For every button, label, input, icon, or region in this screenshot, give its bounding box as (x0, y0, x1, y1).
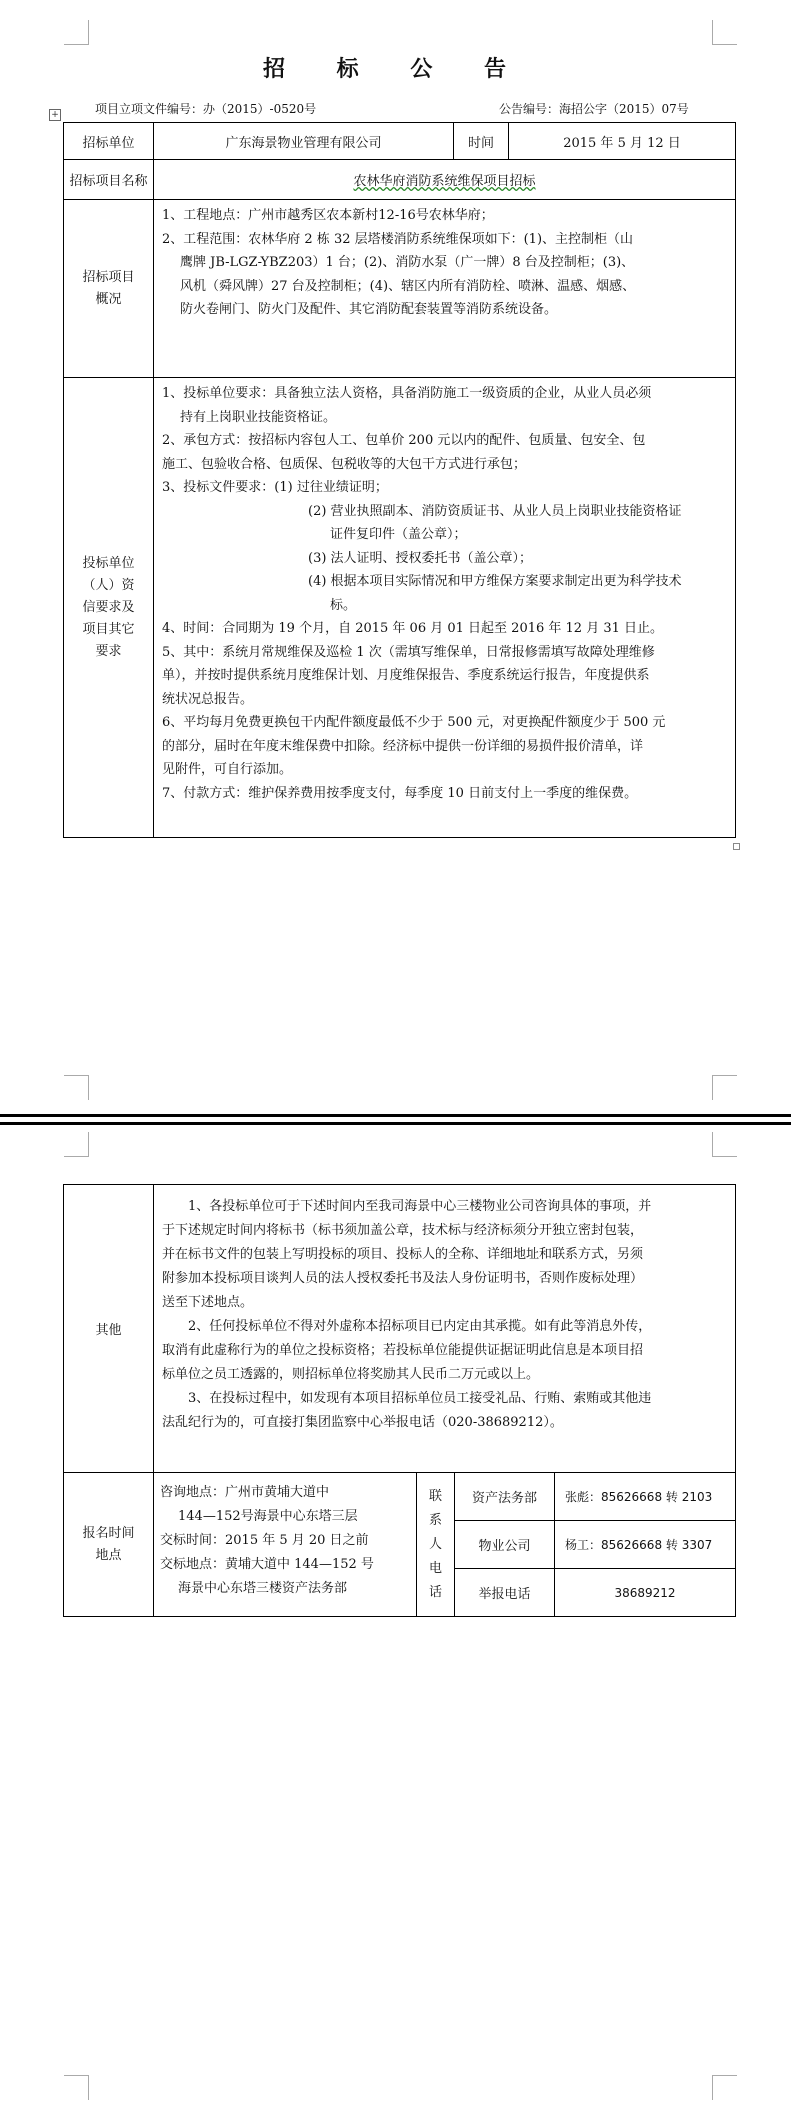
other-info-table (63, 1184, 736, 1617)
contact-info: 杨工：85626668 转 3307 (555, 1521, 736, 1569)
contact-dept: 物业公司 (455, 1521, 555, 1569)
other-line: 送至下述地点。 (162, 1295, 254, 1310)
announcement-number: 公告编号：海招公字（2015）07号 (499, 102, 689, 116)
requirement-line: 6、平均每月免费更换包干内配件额度最低不少于 500 元，对更换配件额度少于 500 元 (162, 715, 666, 730)
overview-line: 2、工程范围：农林华府 2 栋 32 层塔楼消防系统维保项如下：(1)、主控制柜（山 (162, 231, 634, 247)
requirement-line: 1、投标单位要求：具备独立法人资格，具备消防施工一级资质的企业，从业人员必须 (162, 386, 652, 401)
project-name-text: 农林华府消防系统维保项目招标 (353, 174, 536, 189)
other-line: 于下述规定时间内将标书（标书须加盖公章，技术标与经济标须分开独立密封包装， (162, 1223, 644, 1238)
requirement-line: 见附件，可自行添加。 (162, 762, 293, 777)
requirement-line: (3) 法人证明、授权委托书（盖公章）； (308, 550, 533, 566)
registration-label-cell (64, 1473, 154, 1617)
crop-mark-bottom-left (64, 1075, 89, 1100)
registration-line: 交标时间：2015 年 5 月 20 日之前 (160, 1533, 369, 1548)
registration-label: 报名时间地点 (82, 1525, 135, 1563)
other-label: 其他 (64, 1185, 154, 1473)
time-value: 2015 年 5 月 12 日 (509, 123, 736, 160)
requirements-label-cell (64, 378, 154, 838)
requirement-line: 统状况总报告。 (162, 691, 254, 707)
other-line: 1、各投标单位可于下述时间内至我司海景中心三楼物业公司咨询具体的事项，并 (188, 1199, 652, 1214)
other-line: 标单位之员工透露的，则招标单位将奖励其人民币二万元或以上。 (162, 1367, 540, 1382)
other-line: 3、在投标过程中，如发现有本项目招标单位员工接受礼品、行贿、索贿或其他违 (188, 1391, 652, 1406)
crop-mark-bottom-right (712, 2075, 737, 2100)
bidder-label: 招标单位 (64, 123, 154, 160)
registration-line: 海景中心东塔三楼资产法务部 (178, 1581, 348, 1596)
tender-info-table (63, 122, 736, 838)
document-title: 招 标 公 告 (263, 56, 528, 82)
other-line: 取消有此虚称行为的单位之投标资格；若投标单位能提供证据证明此信息是本项目招 (162, 1343, 644, 1358)
other-content (154, 1185, 736, 1473)
crop-mark-bottom-right (712, 1075, 737, 1100)
registration-line: 咨询地点：广州市黄埔大道中 (160, 1485, 330, 1500)
other-line: 法乱纪行为的，可直接打集团监察中心举报电话（020-38689212）。 (162, 1415, 563, 1430)
registration-line: 144—152号海景中心东塔三层 (178, 1509, 358, 1524)
requirement-line: 施工、包验收合格、包质保、包税收等的大包干方式进行承包； (162, 456, 527, 472)
requirement-line: 单），并按时提供系统月度维保计划、月度维保报告、季度系统运行报告，年度提供系 (162, 668, 650, 683)
time-label: 时间 (454, 123, 509, 160)
requirement-line: 7、付款方式：维护保养费用按季度支付，每季度 10 日前支付上一季度的维保费。 (162, 785, 638, 801)
requirements-label: 投标单位（人）资信要求及项目其它要求 (82, 555, 135, 659)
contact-label-cell (417, 1473, 455, 1617)
crop-mark-top-left (64, 1132, 89, 1157)
crop-mark-top-left (64, 20, 89, 45)
crop-mark-top-right (712, 1132, 737, 1157)
overview-line: 防火卷闸门、防火门及配件、其它消防配套装置等消防系统设备。 (180, 302, 558, 317)
contact-dept: 资产法务部 (455, 1473, 555, 1521)
contact-dept: 举报电话 (455, 1569, 555, 1617)
table-resize-handle-icon[interactable] (733, 843, 740, 850)
registration-line: 交标地点：黄埔大道中 144—152 号 (160, 1557, 374, 1572)
project-file-number: 项目立项文件编号：办（2015）-0520号 (95, 102, 317, 116)
overview-line: 鹰牌 JB-LGZ-YBZ203）1 台；(2)、消防水泵（广一牌）8 台及控制柜；(3)、 (180, 255, 635, 270)
bidder-value: 广东海景物业管理有限公司 (154, 123, 454, 160)
requirement-line: 证件复印件（盖公章）； (330, 527, 467, 542)
overview-line: 1、工程地点：广州市越秀区农本新村12-16号农林华府； (162, 208, 494, 223)
project-name-label: 招标项目名称 (64, 160, 154, 200)
separator-line (0, 1114, 791, 1117)
requirement-line: 3、投标文件要求：(1) 过往业绩证明； (162, 480, 388, 495)
requirement-line: 4、时间：合同期为 19 个月，自 2015 年 06 月 01 日起至 2016 年 12 月 31 日止。 (162, 621, 664, 636)
requirements-content (154, 378, 736, 838)
overview-content (154, 200, 736, 378)
other-line: 附参加本投标项目谈判人员的法人授权委托书及法人身份证明书，否则作废标处理） (162, 1271, 644, 1286)
separator-line (0, 1122, 791, 1125)
page-2 (0, 1130, 791, 2112)
crop-mark-bottom-left (64, 2075, 89, 2100)
other-line: 并在标书文件的包装上写明投标的项目、投标人的全称、详细地址和联系方式，另须 (162, 1247, 644, 1262)
overview-label-cell (64, 200, 154, 378)
requirement-line: 的部分，届时在年度末维保费中扣除。经济标中提供一份详细的易损件报价清单，详 (162, 738, 644, 754)
registration-content (154, 1473, 417, 1617)
requirement-line: 2、承包方式：按招标内容包人工、包单价 200 元以内的配件、包质量、包安全、包 (162, 433, 646, 448)
requirement-line: 标。 (330, 597, 357, 613)
contact-info: 张彪：85626668 转 2103 (555, 1473, 736, 1521)
table-move-handle-icon[interactable]: + (49, 109, 61, 121)
requirement-line: (2) 营业执照副本、消防资质证书、从业人员上岗职业技能资格证 (308, 503, 682, 519)
requirement-line: 5、其中：系统月常规维保及巡检 1 次（需填写维保单，日常报修需填写故障处理维修 (162, 644, 655, 660)
contact-label: 联系人电话 (429, 1488, 443, 1600)
project-name-value (154, 160, 736, 200)
overview-label: 招标项目概况 (82, 269, 135, 307)
other-line: 2、任何投标单位不得对外虚称本招标项目已内定由其承揽。如有此等消息外传， (188, 1319, 652, 1334)
requirement-line: 持有上岗职业技能资格证。 (180, 409, 337, 425)
contact-info: 38689212 (555, 1569, 736, 1617)
overview-line: 风机（舜风牌）27 台及控制柜；(4)、辖区内所有消防栓、喷淋、温感、烟感、 (180, 278, 636, 294)
crop-mark-top-right (712, 20, 737, 45)
requirement-line: (4) 根据本项目实际情况和甲方维保方案要求制定出更为科学技术 (308, 574, 682, 589)
page-separator (0, 1110, 791, 1130)
